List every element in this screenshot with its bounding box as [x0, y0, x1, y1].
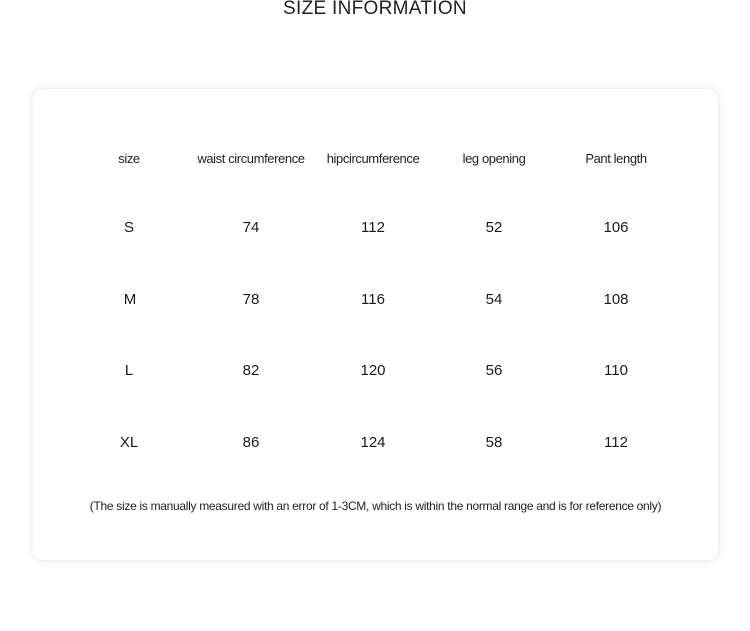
table-cell: 124 — [360, 434, 386, 451]
table-cell: 56 — [485, 362, 503, 379]
table-cell: 58 — [485, 434, 503, 451]
table-cell: 78 — [242, 291, 260, 308]
table-cell: 112 — [361, 219, 385, 236]
table-cell: 106 — [603, 219, 629, 236]
column-header-size: size — [118, 151, 140, 166]
table-cell: 108 — [603, 291, 629, 308]
column-header-leg-opening: leg opening — [462, 151, 526, 166]
table-cell: XL — [119, 434, 139, 451]
table-cell: 74 — [242, 219, 260, 236]
measurement-note: (The size is manually measured with an error of 1-3CM, which is within the normal range and is for reference only) — [89, 499, 662, 513]
table-cell: S — [123, 219, 135, 236]
table-cell: 120 — [360, 362, 386, 379]
size-chart-card — [33, 89, 718, 560]
table-cell: 112 — [604, 434, 628, 451]
table-cell: 86 — [242, 434, 260, 451]
table-cell: 116 — [361, 291, 385, 308]
column-header-hip: hipcircumference — [326, 151, 420, 166]
page-title: SIZE INFORMATION — [283, 0, 467, 19]
table-cell: M — [123, 291, 137, 308]
table-cell: 54 — [485, 291, 503, 308]
table-cell: 110 — [604, 362, 628, 379]
table-cell: 82 — [242, 362, 260, 379]
column-header-waist: waist circumference — [197, 151, 305, 166]
table-cell: L — [124, 362, 134, 379]
table-cell: 52 — [485, 219, 503, 236]
column-header-pant-length: Pant length — [585, 151, 647, 166]
